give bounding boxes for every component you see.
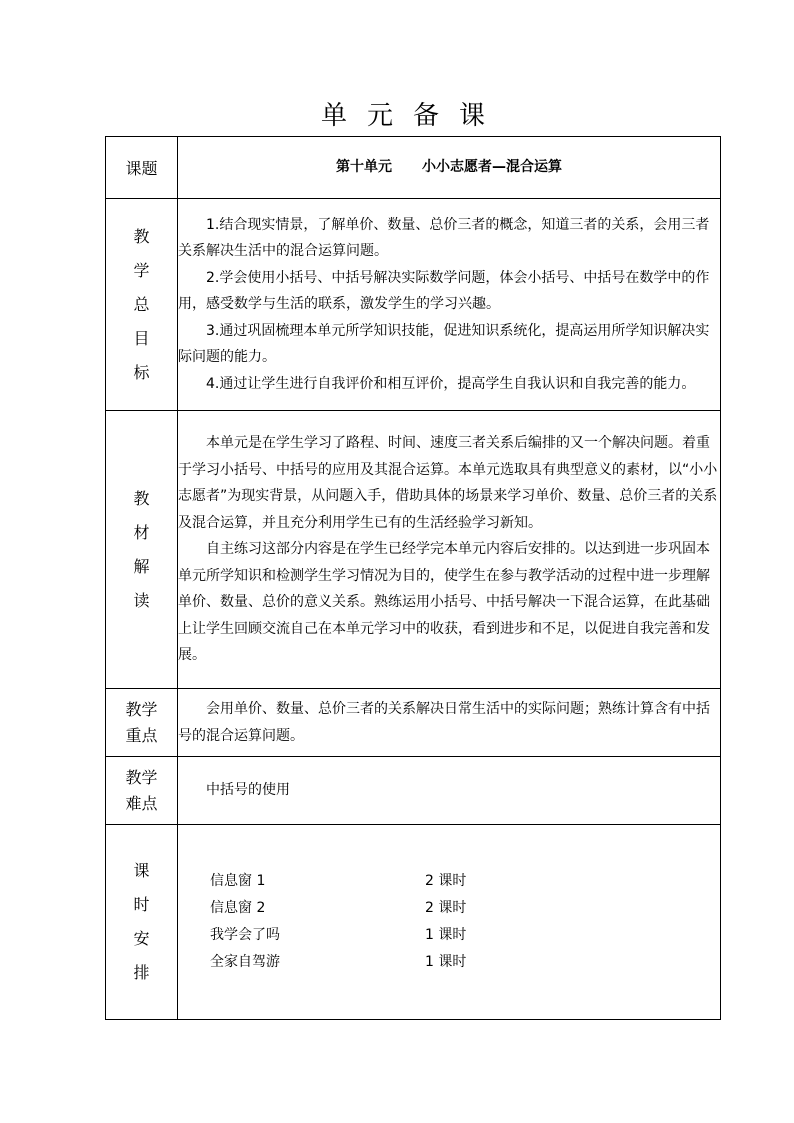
schedule-label-char: 时 xyxy=(133,895,150,914)
analysis-label-char: 教 xyxy=(133,488,150,508)
schedule-label-char: 课 xyxy=(133,861,150,880)
goals-label-char: 学 xyxy=(133,260,150,280)
key-points-content xyxy=(178,689,721,757)
schedule-label-char: 排 xyxy=(133,963,150,982)
schedule-item-name: 信息窗 2 xyxy=(210,900,266,916)
row-analysis xyxy=(106,411,721,689)
goals-label-char: 标 xyxy=(133,362,150,382)
schedule-item-hours: 2 课时 xyxy=(425,900,467,916)
goal-paragraph: 2.学会使用小括号、中括号解决实际数学问题，体会小括号、中括号在数学中的作用，感受数学与生活的联系，激发学生的学习兴趣。 xyxy=(178,269,710,313)
goals-content xyxy=(178,199,721,411)
schedule-item-hours: 1 课时 xyxy=(425,954,467,970)
row-key-points xyxy=(106,689,721,757)
schedule-label xyxy=(106,825,178,1020)
row-topic xyxy=(106,137,721,199)
analysis-label-char: 解 xyxy=(133,556,150,576)
analysis-content xyxy=(178,411,721,689)
analysis-paragraph: 自主练习这部分内容是在学生已经学完本单元内容后安排的。以达到进一步巩固本单元所学知识和检测学生学习情况为目的，使学生在参与教学活动的过程中进一步理解单价、数量、总价的意义关系。熟练运用小括号、中括号解决一下混合运算，在此基础上让学生回顾交流自己在本单元学习中的收获，看到进步和不足，以促进自我完善和发展。 xyxy=(178,541,710,664)
row-schedule xyxy=(106,825,721,1020)
schedule-item-name: 我学会了吗 xyxy=(210,927,280,943)
schedule-item-name: 全家自驾游 xyxy=(210,954,280,970)
schedule-item-name: 信息窗 1 xyxy=(210,873,266,889)
key-points-text: 会用单价、数量、总价三者的关系解决日常生活中的实际问题；熟练计算含有中括号的混合运算问题。 xyxy=(178,701,710,744)
key-points-label xyxy=(106,689,178,757)
difficulties-label xyxy=(106,757,178,825)
page-title: 单元备课 xyxy=(320,101,505,131)
goal-paragraph: 3.通过巩固梳理本单元所学知识技能，促进知识系统化，提高运用所学知识解决实际问题的能力。 xyxy=(178,322,710,366)
lesson-plan-table xyxy=(105,136,721,1020)
goals-label-char: 教 xyxy=(133,226,150,246)
schedule-label-char: 安 xyxy=(133,929,150,948)
analysis-label-char: 读 xyxy=(133,590,150,610)
key-points-label-line: 重点 xyxy=(125,725,158,745)
difficulties-label-line: 难点 xyxy=(125,793,158,813)
goals-label-char: 总 xyxy=(133,294,150,314)
analysis-label-char: 材 xyxy=(133,522,150,542)
topic-cell xyxy=(178,137,721,199)
analysis-paragraph: 本单元是在学生学习了路程、时间、速度三者关系后编排的又一个解决问题。着重于学习小括号、中括号的应用及其混合运算。本单元选取具有典型意义的素材，以“小小志愿者”为现实背景，从问题入手，借助具体的场景来学习单价、数量、总价三者的关系及混合运算，并且充分利用学生已有的生活经验学习新知。 xyxy=(178,435,718,531)
goal-paragraph: 1.结合现实情景，了解单价、数量、总价三者的概念，知道三者的关系，会用三者关系解决生活中的混合运算问题。 xyxy=(178,216,710,260)
goals-label-char: 目 xyxy=(133,328,150,348)
analysis-label xyxy=(106,411,178,689)
goal-paragraph: 4.通过让学生进行自我评价和相互评价，提高学生自我认识和自我完善的能力。 xyxy=(206,375,696,392)
difficulties-text: 中括号的使用 xyxy=(206,782,290,799)
schedule-item xyxy=(210,895,720,922)
row-goals xyxy=(106,199,721,411)
schedule-item-hours: 2 课时 xyxy=(425,873,467,889)
schedule-item xyxy=(210,922,720,949)
topic-label: 课题 xyxy=(106,137,178,199)
schedule-content xyxy=(178,825,721,1020)
unit-name: 小小志愿者—混合运算 xyxy=(422,159,562,176)
key-points-label-line: 教学 xyxy=(125,699,158,719)
difficulties-content xyxy=(178,757,721,825)
schedule-item-hours: 1 课时 xyxy=(425,927,467,943)
difficulties-label-line: 教学 xyxy=(125,767,158,787)
unit-number: 第十单元 xyxy=(336,159,392,176)
schedule-item xyxy=(210,949,720,976)
row-difficulties xyxy=(106,757,721,825)
goals-label xyxy=(106,199,178,411)
schedule-item xyxy=(210,868,720,895)
